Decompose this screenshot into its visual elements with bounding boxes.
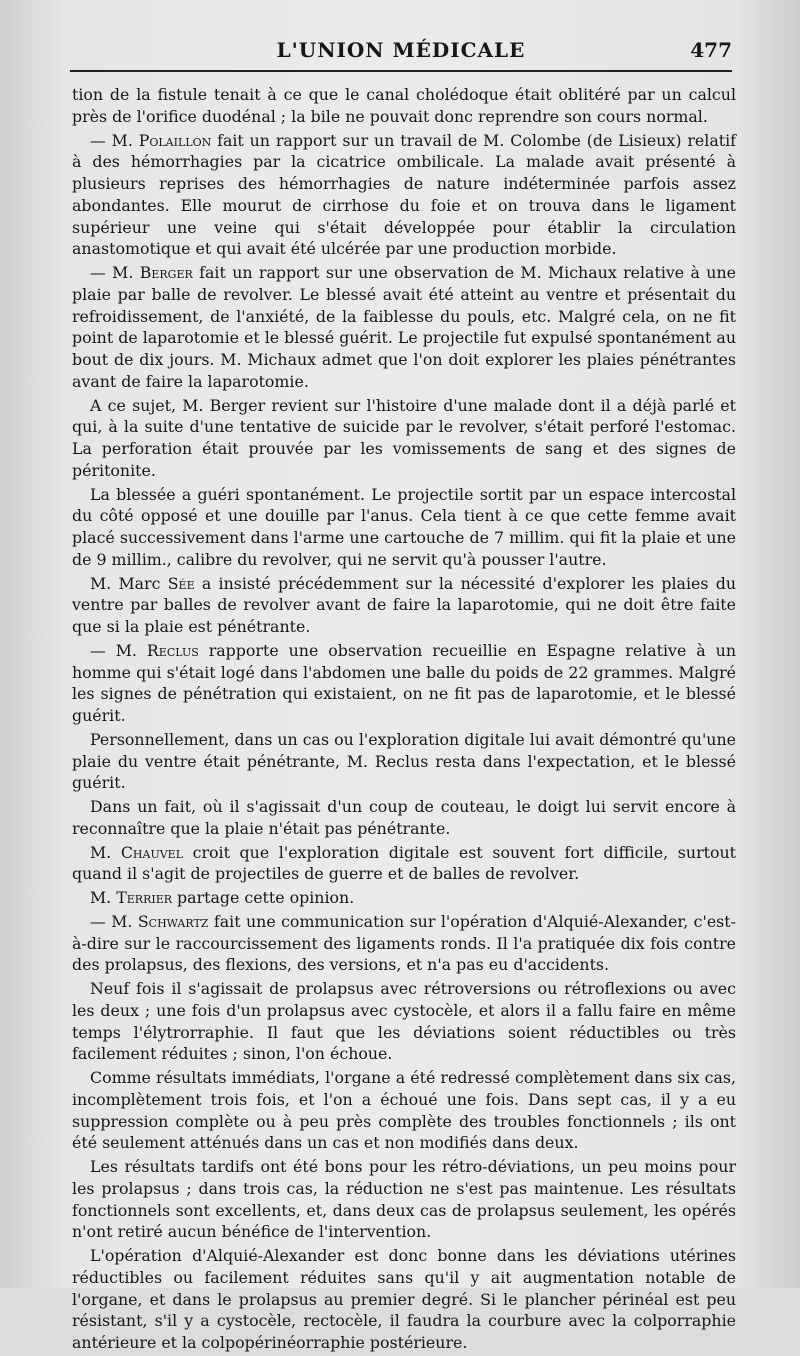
paragraph: Comme résultats immédiats, l'organe a été redressé complètement dans six cas, incomplètement trois fois, et l'on a échoué une fois. Dans sept cas, il y a eu suppression complète ou à peu près complète des troubles fonctionnels ; ils ont été seulement atténués dans un cas et non modifiés dans deux. [72,1068,736,1153]
page-number: 477 [690,38,732,62]
paragraph: La blessée a guéri spontanément. Le projectile sortit par un espace intercostal du côté opposé et une douille par l'anus. Cela tient à ce que cette femme avait placé successivement dans l'arme une cartouche de 7 millim. qui fit la plaie et une de 9 millim., calibre du revolver, qui ne servit qu'à pousser l'autre. [72,484,736,569]
paragraph: Dans un fait, où il s'agissait d'un coup de couteau, le doigt lui servit encore à reconnaître que la plaie n'était pas pénétrante. [72,797,736,838]
paragraph: A ce sujet, M. Berger revient sur l'histoire d'une malade dont il a déjà parlé et qui, à la suite d'une tentative de suicide par le revolver, s'était perforé l'estomac. La perforation était prouvée par les vomissements de sang et des signes de péritonite. [72,395,736,480]
header-rule [70,70,732,72]
paragraph: — M. Polaillon fait un rapport sur un travail de M. Colombe (de Lisieux) relatif à des hémorrhagies par la cicatrice ombilicale. La malade avait présenté à plusieurs reprises des hémorrhagies de nature indéterminée parfois assez abondantes. Elle mourut de cirrhose du foie et on trouva dans le ligament supérieur une veine qui s'était développée pour établir la circulation anastomotique et qui avait été ulcérée par une production morbide. [72,130,736,259]
author-name: Chauvel [120,842,184,862]
paragraph: L'opération d'Alquié-Alexander est donc bonne dans les déviations utérines réductibles ou facilement réduites sans qu'il y ait augmentation notable de l'organe, et dans le prolapsus au premier degré. Si le plancher périnéal est peu résistant, s'il y a cystocèle, rectocèle, il faudra la courbure avec la colporraphie antérieure et la colpopérinéorraphie postérieure. [72,1246,736,1352]
paragraph: — M. Reclus rapporte une observation recueillie en Espagne relative à un homme qui s'était logé dans l'abdomen une balle du poids de 22 grammes. Malgré les signes de pénétration qui existaient, on ne fit pas de laparotomie, et le blessé guérit. [72,640,736,725]
paragraph: M. Chauvel croit que l'exploration digitale est souvent fort difficile, surtout quand il s'agit de projectiles de guerre et de balles de revolver. [72,842,737,884]
paragraph: Neuf fois il s'agissait de prolapsus avec rétroversions ou rétroflexions ou avec les deux ; une fois d'un prolapsus avec cystocèle, et alors il a fallu faire en même temps l'élytrorraphie. Il faut que les déviations soient réductibles ou très facilement réduites ; sinon, l'on échoue. [72,979,736,1064]
paragraph: — M. Berger fait un rapport sur une observation de M. Michaux relative à une plaie par balle de revolver. Le blessé avait été atteint au ventre et présentait du refroidissement, de l'anxiété, de la faiblesse du pouls, etc. Malgré cela, on ne fit point de laparotomie et le blessé guérit. Le projectile fut expulsé spontanément au bout de dix jours. M. Michaux admet que l'on doit explorer les plaies pénétrantes avant de faire la laparotomie. [72,263,736,391]
author-name: Berger [139,263,193,282]
author-name: Polaillon [138,130,212,150]
author-name: Terrier [116,888,173,907]
body-text [72,84,736,1356]
paragraph: Personnellement, dans un cas ou l'exploration digitale lui avait démontré qu'une plaie du ventre était pénétrante, M. Reclus resta dans l'expectation, et le blessé guérit. [72,729,736,793]
author-name: Schwartz [137,911,209,931]
page-header [70,38,732,68]
paragraph: M. Terrier partage cette opinion. [90,888,355,907]
paragraph: — M. Schwartz fait une communication sur l'opération d'Alquié-Alexander, c'est-à-dire sur le raccourcissement des ligaments ronds. Il l'a pratiquée dix fois contre des prolapsus, des flexions, des versions, et n'a pas eu d'accidents. [72,911,736,975]
author-name: Sée [167,573,195,593]
paragraph: Les résultats tardifs ont été bons pour les rétro-déviations, un peu moins pour les prolapsus ; dans trois cas, la réduction ne s'est pas maintenue. Les résultats fonctionnels sont excellents, et, dans deux cas de prolapsus seulement, les opérés n'ont retiré aucun bénéfice de l'intervention. [72,1157,736,1242]
paragraph: M. Marc Sée a insisté précédemment sur la nécessité d'explorer les plaies du ventre par balles de revolver avant de faire la laparotomie, qui ne doit être faite que si la plaie est pénétrante. [72,573,737,636]
author-name: Reclus [146,640,199,660]
running-title: L'UNION MÉDICALE [276,38,526,62]
paragraph: tion de la fistule tenait à ce que le canal cholédoque était oblitéré par un calcul près de l'orifice duodénal ; la bile ne pouvait donc reprendre son cours normal. [72,85,736,126]
